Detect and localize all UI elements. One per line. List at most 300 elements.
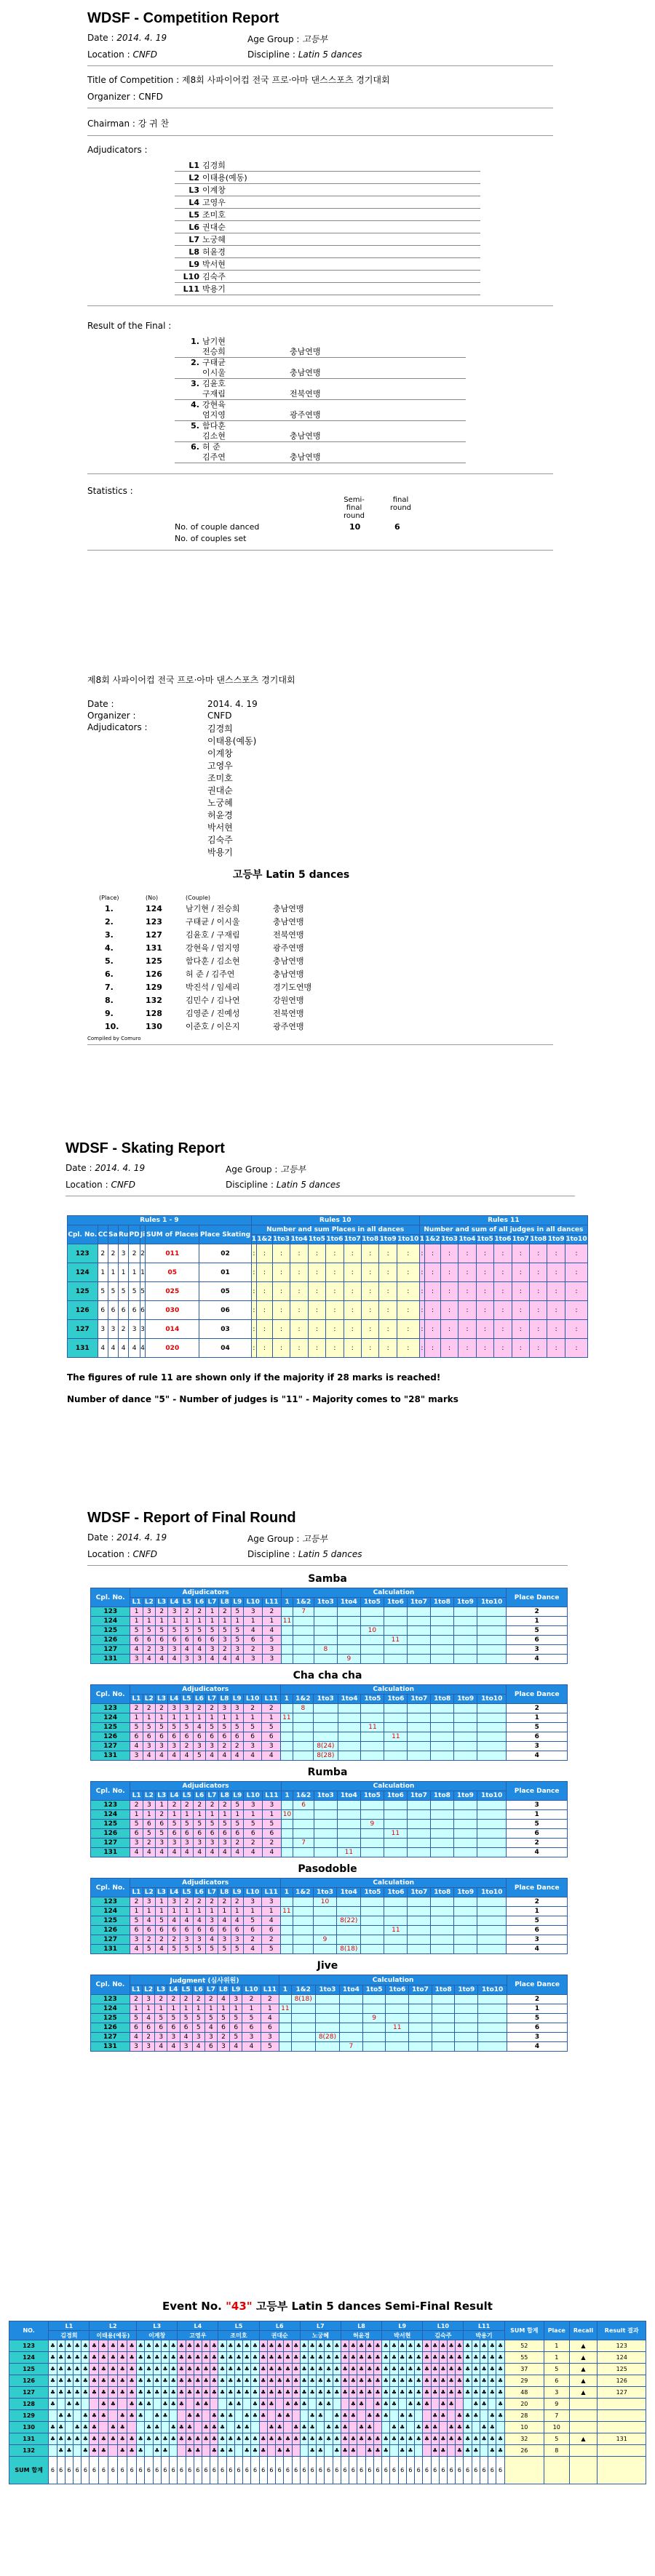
calc-cell bbox=[386, 2033, 409, 2042]
calc-cell: 8(24) bbox=[314, 1742, 338, 1751]
judge-mark: 1 bbox=[168, 1810, 180, 1820]
calc-cell bbox=[336, 1897, 361, 1907]
semi-mark-icon: ♣ bbox=[108, 2352, 118, 2364]
semi-mark-icon: ♣ bbox=[90, 2410, 99, 2422]
calc-cell bbox=[409, 2023, 432, 2033]
semi-mark-icon: ♣ bbox=[267, 2352, 275, 2364]
calc-cell: 9 bbox=[362, 2014, 386, 2023]
semi-footer-count: 6 bbox=[99, 2457, 108, 2484]
semi-mark-icon: ♣ bbox=[276, 2433, 284, 2445]
semi-footer-count: 6 bbox=[325, 2457, 333, 2484]
skating-report-title: WDSF - Skating Report bbox=[66, 1140, 225, 1156]
results-org: CNFD bbox=[207, 711, 232, 721]
judge-head: L7 bbox=[206, 1791, 218, 1801]
semi-judge-name: 이계창 bbox=[137, 2331, 178, 2340]
judge-mark: 6 bbox=[194, 1636, 206, 1645]
rule10-cell: : bbox=[257, 1263, 273, 1282]
semi-footer-count: 6 bbox=[194, 2457, 202, 2484]
semi-mark-icon: ♣ bbox=[243, 2445, 251, 2457]
calc-col-head: 1to8 bbox=[430, 1791, 453, 1801]
judge-head: L10 bbox=[244, 1598, 263, 1607]
semi-mark-icon: ♣ bbox=[464, 2340, 472, 2352]
semi-mark-icon: ♣ bbox=[90, 2352, 99, 2364]
semi-mark-icon: ♣ bbox=[333, 2445, 341, 2457]
judge-mark: 3 bbox=[218, 1839, 231, 1848]
calculation-head: Calculation bbox=[281, 1685, 507, 1695]
semi-mark-icon: ♣ bbox=[127, 2352, 137, 2364]
semi-mark-icon bbox=[398, 2399, 406, 2410]
semi-footer-count: 6 bbox=[218, 2457, 226, 2484]
judge-mark: 5 bbox=[155, 1723, 167, 1732]
semi-mark-icon: ♣ bbox=[456, 2422, 464, 2433]
semi-mark-icon: ♣ bbox=[464, 2433, 472, 2445]
adjudicator-code: L10 bbox=[183, 271, 199, 281]
calc-cell bbox=[431, 1723, 454, 1732]
rule11-cell: : bbox=[494, 1263, 512, 1282]
judge-mark: 1 bbox=[231, 1907, 243, 1916]
calc-cell bbox=[281, 1607, 293, 1617]
result-row bbox=[87, 902, 655, 915]
semi-sum: 48 bbox=[504, 2387, 544, 2399]
calc-cell bbox=[407, 1829, 430, 1839]
adjudicator-code: L1 bbox=[188, 160, 199, 170]
semi-mark-icon: ♣ bbox=[448, 2364, 456, 2375]
judge-mark: 5 bbox=[167, 2014, 180, 2023]
results-adjudicator: 조미호 bbox=[207, 773, 233, 783]
dance-cpl-no: 123 bbox=[91, 1995, 130, 2004]
judge-mark: 1 bbox=[156, 1801, 168, 1810]
semi-mark-icon: ♣ bbox=[267, 2340, 275, 2352]
judge-mark: 3 bbox=[205, 2033, 217, 2042]
judge-mark: 2 bbox=[205, 1704, 218, 1713]
semi-footer-count: 6 bbox=[243, 2457, 251, 2484]
judge-mark: 1 bbox=[243, 1713, 262, 1723]
calc-cell bbox=[454, 1732, 477, 1742]
judge-mark: 4 bbox=[231, 1751, 243, 1761]
calc-cell bbox=[477, 1926, 507, 1935]
judge-mark: 5 bbox=[180, 1626, 193, 1636]
skating-dance-place: 2 bbox=[118, 1320, 129, 1339]
calc-cell: 11 bbox=[384, 1636, 407, 1645]
judge-mark: 1 bbox=[194, 1810, 206, 1820]
calc-cell bbox=[430, 1626, 453, 1636]
skating-dance-place: 3 bbox=[140, 1320, 146, 1339]
semi-judge-name: 김숙주 bbox=[423, 2331, 464, 2340]
calc-cell bbox=[337, 1820, 360, 1829]
semi-mark-icon bbox=[456, 2399, 464, 2410]
sk-loc: CNFD bbox=[111, 1180, 135, 1190]
calc-cell bbox=[409, 2042, 432, 2052]
calc-cell bbox=[293, 1926, 313, 1935]
calc-col-head: 1to4 bbox=[340, 1985, 363, 1995]
semi-mark-icon: ♣ bbox=[496, 2433, 504, 2445]
rule10-cell: : bbox=[290, 1301, 308, 1320]
rule11-cell: : bbox=[425, 1244, 441, 1263]
semi-mark-icon: ♣ bbox=[90, 2422, 99, 2433]
calc-cell bbox=[281, 1926, 293, 1935]
semi-mark-icon: ♣ bbox=[423, 2364, 431, 2375]
semi-mark-icon bbox=[186, 2399, 194, 2410]
calc-cell bbox=[338, 1742, 361, 1751]
judge-head: L3 bbox=[156, 1791, 168, 1801]
calc-col-head: 1to3 bbox=[314, 1791, 337, 1801]
semi-mark-icon bbox=[300, 2410, 308, 2422]
stats-semi-head-2: final bbox=[346, 504, 362, 512]
calc-cell bbox=[407, 1626, 430, 1636]
semi-mark-icon bbox=[464, 2399, 472, 2410]
judge-mark: 4 bbox=[180, 1645, 193, 1655]
semi-mark-icon: ♣ bbox=[82, 2364, 90, 2375]
statistics-table bbox=[87, 496, 655, 547]
semi-mark-icon bbox=[309, 2399, 317, 2410]
judge-mark: 2 bbox=[180, 1607, 193, 1617]
judge-mark: 6 bbox=[193, 1732, 205, 1742]
rule11-cell: : bbox=[440, 1301, 458, 1320]
skating-dance-place: 2 bbox=[129, 1244, 140, 1263]
semi-mark-icon: ♣ bbox=[456, 2433, 464, 2445]
rule11-cell: : bbox=[419, 1320, 424, 1339]
semi-mark-icon: ♣ bbox=[153, 2375, 161, 2387]
semi-footer-count: 6 bbox=[431, 2457, 439, 2484]
skating-dance-place: 6 bbox=[108, 1301, 119, 1320]
judge-head: L4 bbox=[167, 1985, 180, 1995]
rule11-cell: : bbox=[547, 1282, 565, 1301]
dance-row bbox=[91, 2033, 568, 2042]
semi-mark-icon: ♣ bbox=[127, 2387, 137, 2399]
calc-cell bbox=[430, 1617, 453, 1626]
rule10-cell: : bbox=[272, 1320, 290, 1339]
semi-mark-icon: ♣ bbox=[65, 2387, 73, 2399]
calc-cell bbox=[314, 1801, 337, 1810]
semi-mark-icon: ♣ bbox=[49, 2375, 57, 2387]
judge-mark: 3 bbox=[242, 2033, 261, 2042]
rule11-cell: : bbox=[419, 1244, 424, 1263]
divider bbox=[87, 1044, 553, 1045]
calc-col-head: 1to10 bbox=[477, 1791, 506, 1801]
semi-footer-count: 6 bbox=[464, 2457, 472, 2484]
semi-mark-icon: ♣ bbox=[127, 2410, 137, 2422]
judge-mark: 5 bbox=[230, 2014, 242, 2023]
semi-mark-icon bbox=[57, 2399, 65, 2410]
semi-cpl-no: 125 bbox=[9, 2364, 49, 2375]
adjudicator-code: L6 bbox=[188, 222, 199, 232]
semi-mark-icon: ♣ bbox=[488, 2422, 496, 2433]
calc-cell: 8(18) bbox=[291, 1995, 315, 2004]
judge-mark: 2 bbox=[155, 1704, 167, 1713]
calc-cell bbox=[314, 1713, 338, 1723]
judge-mark: 5 bbox=[205, 1723, 218, 1732]
calc-col-head: 1to9 bbox=[453, 1598, 477, 1607]
calc-cell bbox=[336, 1935, 361, 1945]
rule11-cell: : bbox=[419, 1339, 424, 1358]
calc-cell bbox=[293, 1945, 313, 1954]
semi-mark-icon: ♣ bbox=[317, 2387, 325, 2399]
calc-cell bbox=[477, 1645, 506, 1655]
semi-mark-icon: ♣ bbox=[127, 2375, 137, 2387]
calc-cell: 11 bbox=[384, 1732, 408, 1742]
dance-name: Rumba bbox=[307, 1767, 348, 1778]
semi-mark-icon: ♣ bbox=[448, 2387, 456, 2399]
result-club: 충남연맹 bbox=[273, 917, 304, 927]
semi-footer-count: 6 bbox=[178, 2457, 186, 2484]
result-couple: 허 준 / 김주연 bbox=[186, 969, 235, 979]
semi-mark-icon: ♣ bbox=[202, 2399, 210, 2410]
semi-cpl-no: 126 bbox=[9, 2375, 49, 2387]
place-dance-head: Place Dance bbox=[507, 1782, 568, 1801]
dance-cpl-no: 127 bbox=[91, 2033, 130, 2042]
semi-footer-count: 6 bbox=[373, 2457, 381, 2484]
judge-mark: 3 bbox=[180, 1935, 193, 1945]
judge-mark: 6 bbox=[243, 1926, 262, 1935]
result-couple: 김민수 / 김나연 bbox=[186, 996, 240, 1005]
judge-mark: 6 bbox=[180, 1732, 193, 1742]
result-club: 광주연맹 bbox=[273, 1022, 304, 1031]
semi-mark-icon: ♣ bbox=[127, 2445, 137, 2457]
judge-mark: 6 bbox=[143, 1732, 155, 1742]
adjudicator-row bbox=[175, 271, 480, 283]
semi-mark-icon: ♣ bbox=[161, 2399, 169, 2410]
semi-mark-icon: ♣ bbox=[309, 2340, 317, 2352]
calc-cell bbox=[478, 2023, 507, 2033]
result-number: 127 bbox=[146, 929, 162, 940]
judge-mark: 3 bbox=[231, 1935, 243, 1945]
calc-cell bbox=[315, 2023, 339, 2033]
semi-mark-icon: ♣ bbox=[292, 2340, 300, 2352]
semi-mark-icon: ♣ bbox=[178, 2399, 186, 2410]
place-dance: 2 bbox=[507, 1995, 568, 2004]
semi-footer-count: 6 bbox=[82, 2457, 90, 2484]
calc-cell bbox=[384, 1751, 408, 1761]
semi-footer-count: 6 bbox=[186, 2457, 194, 2484]
semi-mark-icon: ♣ bbox=[65, 2340, 73, 2352]
semi-mark-icon bbox=[325, 2445, 333, 2457]
calc-cell bbox=[432, 2033, 455, 2042]
calc-cell bbox=[455, 2042, 478, 2052]
semi-mark-icon: ♣ bbox=[186, 2387, 194, 2399]
semi-footer-count: 6 bbox=[267, 2457, 275, 2484]
final-club: 충남연맹 bbox=[290, 368, 321, 377]
judge-mark: 5 bbox=[231, 1801, 244, 1810]
final-club-spacer bbox=[290, 400, 321, 410]
skating-dance-place: 2 bbox=[108, 1244, 119, 1263]
calc-cell bbox=[384, 1848, 407, 1857]
skating-sum: 011 bbox=[146, 1244, 199, 1263]
semi-recall bbox=[569, 2445, 598, 2457]
judge-mark: 3 bbox=[262, 1897, 281, 1907]
calc-cell bbox=[279, 2033, 291, 2042]
skating-dance-place: 4 bbox=[140, 1339, 146, 1358]
judge-mark: 5 bbox=[263, 1820, 282, 1829]
semi-cpl-no: 130 bbox=[9, 2422, 49, 2433]
semi-judge-name: 이태용(예동) bbox=[90, 2331, 137, 2340]
semi-mark-icon bbox=[145, 2410, 153, 2422]
dance-cpl-no: 126 bbox=[91, 1732, 130, 1742]
calc-cell bbox=[361, 1926, 384, 1935]
rule11-cell: : bbox=[494, 1282, 512, 1301]
adjudicator-row bbox=[175, 172, 480, 184]
semi-mark-icon: ♣ bbox=[317, 2399, 325, 2410]
rule10-cell: : bbox=[379, 1339, 397, 1358]
judge-mark: 6 bbox=[143, 2023, 155, 2033]
semi-mark-icon: ♣ bbox=[259, 2445, 267, 2457]
final-names bbox=[202, 421, 290, 441]
dance-name: Jive bbox=[317, 1960, 338, 1972]
judge-head: L5 bbox=[180, 1888, 193, 1897]
semi-footer-count: 6 bbox=[456, 2457, 464, 2484]
dance-row bbox=[91, 1801, 568, 1810]
final-club-col bbox=[290, 358, 321, 378]
calc-cell bbox=[386, 2014, 409, 2023]
semi-result: 125 bbox=[598, 2364, 646, 2375]
calc-cell bbox=[314, 1848, 337, 1857]
semi-event-no: "43" bbox=[226, 2300, 253, 2313]
skating-row bbox=[68, 1263, 588, 1282]
semi-mark-icon: ♣ bbox=[325, 2399, 333, 2410]
calc-cell bbox=[477, 1732, 507, 1742]
judge-mark: 3 bbox=[261, 2033, 279, 2042]
calc-col-head: 1to5 bbox=[361, 1695, 384, 1704]
dance-table bbox=[90, 1975, 568, 2052]
calculation-head: Calculation bbox=[281, 1879, 507, 1888]
adjudicator-name: 김숙주 bbox=[202, 272, 226, 281]
calc-cell bbox=[478, 2014, 507, 2023]
judge-mark: 4 bbox=[168, 1751, 180, 1761]
calc-cell bbox=[337, 1607, 360, 1617]
semi-mark-icon bbox=[170, 2445, 178, 2457]
judge-head: L6 bbox=[193, 1888, 205, 1897]
judge-mark: 5 bbox=[143, 1626, 155, 1636]
semi-mark-icon: ♣ bbox=[325, 2375, 333, 2387]
judge-mark: 1 bbox=[218, 1617, 231, 1626]
semi-mark-icon: ♣ bbox=[137, 2340, 145, 2352]
semi-footer-empty bbox=[504, 2457, 544, 2484]
skating-dance-place: 1 bbox=[108, 1263, 119, 1282]
calc-cell: 8 bbox=[293, 1704, 313, 1713]
judge-mark: 2 bbox=[218, 1607, 231, 1617]
final-name: 남기현 bbox=[202, 337, 226, 346]
dance-cpl-no: 131 bbox=[91, 1945, 130, 1954]
calc-col-head: 1 bbox=[419, 1236, 425, 1243]
judge-mark: 6 bbox=[143, 1820, 155, 1829]
semi-mark-icon bbox=[243, 2399, 251, 2410]
calc-cell bbox=[431, 1897, 454, 1907]
rule10-cell: : bbox=[326, 1339, 344, 1358]
semi-mark-icon: ♣ bbox=[90, 2364, 99, 2375]
judge-mark: 2 bbox=[261, 1995, 279, 2004]
semi-mark-icon: ♣ bbox=[194, 2340, 202, 2352]
calc-cell bbox=[361, 1713, 384, 1723]
dance-cpl-no: 123 bbox=[91, 1801, 130, 1810]
calc-cell bbox=[340, 2023, 363, 2033]
semi-mark-icon: ♣ bbox=[99, 2387, 108, 2399]
sk-age: 고등부 bbox=[280, 1164, 306, 1175]
semi-mark-icon bbox=[170, 2410, 178, 2422]
calc-col-head: 1to5 bbox=[361, 1888, 384, 1897]
calc-cell bbox=[337, 1617, 360, 1626]
dance-head: Ru bbox=[118, 1225, 129, 1244]
col-no: (No) bbox=[146, 894, 159, 901]
semi-mark-icon: ♣ bbox=[90, 2433, 99, 2445]
semi-mark-icon: ♣ bbox=[341, 2364, 349, 2375]
judge-mark: 3 bbox=[130, 1935, 143, 1945]
semi-mark-icon: ♣ bbox=[382, 2410, 390, 2422]
judge-mark: 4 bbox=[156, 1655, 168, 1664]
rule10-cell: : bbox=[326, 1320, 344, 1339]
final-round-meta bbox=[87, 1532, 655, 1559]
semi-mark-icon: ♣ bbox=[365, 2433, 373, 2445]
semi-recall: ▲ bbox=[569, 2375, 598, 2387]
semi-mark-icon: ♣ bbox=[57, 2364, 65, 2375]
dance-cpl-no: 127 bbox=[91, 1935, 130, 1945]
result-number: 124 bbox=[146, 903, 162, 913]
semi-result: 127 bbox=[598, 2387, 646, 2399]
semi-mark-icon: ♣ bbox=[259, 2352, 267, 2364]
judge-mark: 2 bbox=[192, 1995, 205, 2004]
cpl-no-head: Cpl. No. bbox=[91, 1879, 130, 1897]
judge-head: L3 bbox=[155, 1985, 167, 1995]
calc-cell bbox=[293, 1916, 313, 1926]
semi-mark-icon: ♣ bbox=[373, 2375, 381, 2387]
rule10-cell: : bbox=[290, 1244, 308, 1263]
dance-row bbox=[91, 1810, 568, 1820]
dance-row bbox=[91, 1848, 568, 1857]
semi-mark-icon: ♣ bbox=[65, 2352, 73, 2364]
judge-mark: 5 bbox=[130, 1723, 143, 1732]
semi-mark-icon: ♣ bbox=[210, 2433, 218, 2445]
rule11-cell: : bbox=[440, 1263, 458, 1282]
judge-head: L3 bbox=[155, 1888, 167, 1897]
semi-final-result bbox=[0, 2298, 655, 2484]
semi-judge-code: L6 bbox=[259, 2321, 300, 2331]
semi-mark-icon: ♣ bbox=[145, 2352, 153, 2364]
calc-cell: 11 bbox=[279, 2004, 291, 2014]
judge-mark: 4 bbox=[242, 2042, 261, 2052]
semi-footer-count: 6 bbox=[226, 2457, 234, 2484]
calc-cell: 7 bbox=[293, 1839, 314, 1848]
adjudicators-head: Adjudicators bbox=[130, 1685, 281, 1695]
semi-mark-icon: ♣ bbox=[74, 2422, 82, 2433]
judge-mark: 3 bbox=[263, 1645, 282, 1655]
semi-mark-icon: ♣ bbox=[472, 2410, 480, 2422]
final-place: 3. bbox=[191, 379, 199, 388]
rules-1-9-head: Rules 1 - 9 bbox=[68, 1216, 252, 1225]
calc-cell bbox=[314, 1810, 337, 1820]
judge-mark: 2 bbox=[218, 1801, 231, 1810]
semi-mark-icon: ♣ bbox=[251, 2375, 259, 2387]
semi-mark-icon: ♣ bbox=[480, 2340, 488, 2352]
final-club-col bbox=[290, 400, 321, 420]
final-round-report bbox=[0, 1510, 655, 2052]
rule10-cell: : bbox=[272, 1282, 290, 1301]
calc-cell bbox=[408, 1907, 431, 1916]
calc-cell bbox=[360, 1655, 384, 1664]
judge-mark: 3 bbox=[218, 1704, 231, 1713]
calc-cell bbox=[477, 1839, 506, 1848]
semi-mark-icon: ♣ bbox=[406, 2445, 414, 2457]
calc-cell bbox=[281, 1848, 293, 1857]
dance-section bbox=[0, 1573, 655, 1664]
semi-mark-icon: ♣ bbox=[431, 2422, 439, 2433]
semi-mark-icon bbox=[292, 2410, 300, 2422]
semi-mark-icon bbox=[153, 2399, 161, 2410]
calc-cell bbox=[384, 1810, 407, 1820]
calc-col-head: 1to3 bbox=[314, 1695, 338, 1704]
calc-cell bbox=[293, 1820, 314, 1829]
dance-row bbox=[91, 1723, 568, 1732]
skating-cpl-no: 126 bbox=[68, 1301, 98, 1320]
calc-col-head: 1&2 bbox=[293, 1695, 313, 1704]
judge-mark: 6 bbox=[130, 1829, 143, 1839]
